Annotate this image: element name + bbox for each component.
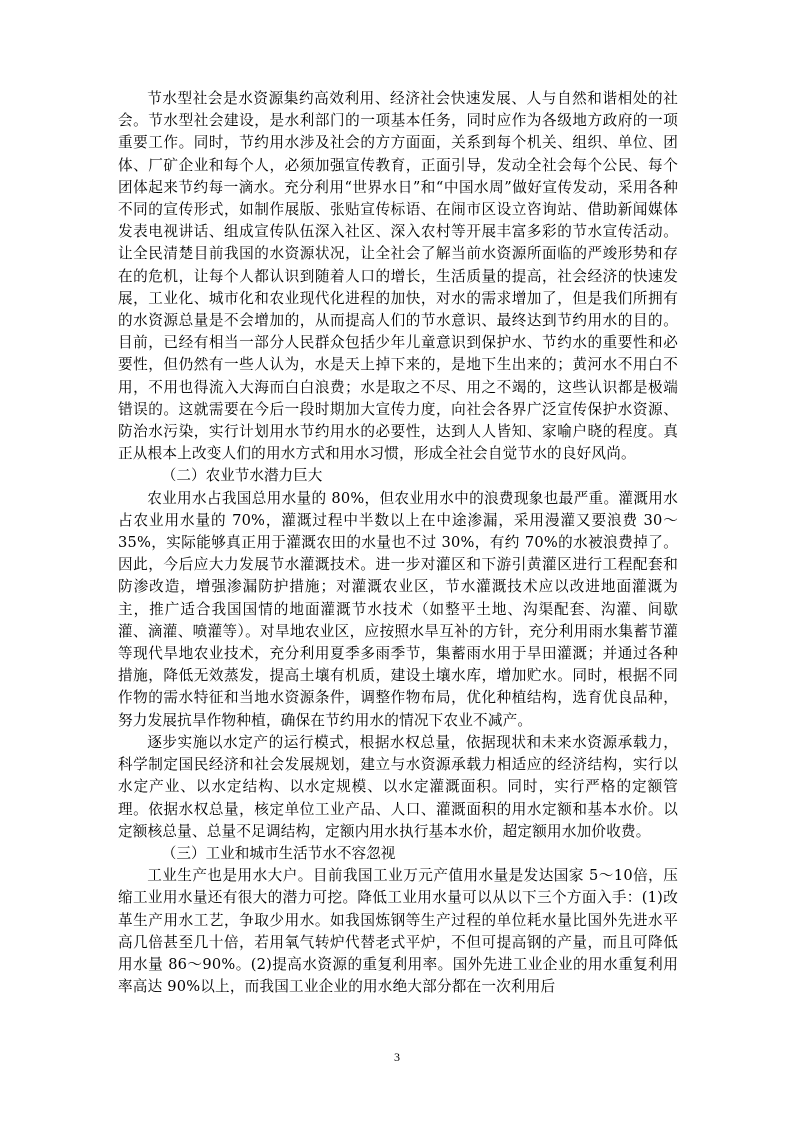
paragraph-water-quota-management: 逐步实施以水定产的运行模式，根据水权总量，依据现状和未来水资源承载力，科学制定国民经济和社会发展规划，建立与水资源承载力相适应的经济结构，实行以水定产业、以水定结构、以水定规模、以水定灌溉面积。同时，实行严格的定额管理。依据水权总量，核定单位工业产品、人口、灌溉面积的用水定额和基本水价。以定额核总量、总量不足调结构，定额内用水执行基本水价，超定额用水加价收费。 [118, 733, 678, 840]
section-heading-industry-urban: （三）工业和城市生活节水不容忽视 [161, 844, 396, 862]
paragraph-agriculture-water-use: 农业用水占我国总用水量的 80%，但农业用水中的浪费现象也最严重。灌溉用水占农业用水量的 70%，灌溉过程中半数以上在中途渗漏，采用漫灌又要浪费 30～35%，实际能够真正用于灌溉农田的水量也不过 30%，有约 70%的水被浪费掉了。因此，今后应大力发展节水灌溉技术。进一步对灌区和下游引黄灌区进行工程配套和防渗改造，增强渗漏防护措施；对灌溉农业区，节水灌溉技术应以改进地面灌溉为主，推广适合我国国情的地面灌溉节水技术（如整平土地、沟渠配套、沟灌、间歇灌、滴灌、喷灌等）。对旱地农业区，应按照水旱互补的方针，充分利用雨水集蓄节灌等现代旱地农业技术，充分利用夏季多雨季节，集蓄雨水用于旱田灌溉；并通过各种措施，降低无效蒸发，提高土壤有机质，建设土壤水库，增加贮水。同时，根据不同作物的需水特征和当地水资源条件，调整作物布局，优化种植结构，选育优良品种，努力发展抗旱作物种植，确保在节约用水的情况下农业不减产。 [118, 489, 678, 729]
section-heading-agriculture: （二）农业节水潜力巨大 [161, 467, 323, 485]
paragraph-industrial-water-use: 工业生产也是用水大户。目前我国工业万元产值用水量是发达国家 5～10倍，压缩工业用水量还有很大的潜力可挖。降低工业用水量可以从以下三个方面入手：(1)改革生产用水工艺，争取少用水。如我国炼钢等生产过程的单位耗水量比国外先进水平高几倍甚至几十倍，若用氧气转炉代替老式平炉，不但可提高钢的产量，而且可降低用水量 86～90%。(2)提高水资源的重复利用率。国外先进工业企业的用水重复利用率高达 90%以上，而我国工业企业的用水绝大部分都在一次利用后 [118, 867, 678, 996]
document-body [118, 88, 678, 998]
page-number: 3 [394, 1050, 400, 1064]
paragraph-water-saving-society: 节水型社会是水资源集约高效利用、经济社会快速发展、人与自然和谐相处的社会。节水型社会建设，是水利部门的一项基本任务，同时应作为各级地方政府的一项重要工作。同时，节约用水涉及社会的方方面面，关系到每个机关、组织、单位、团体、厂矿企业和每个人，必须加强宣传教育，正面引导，发动全社会每个公民、每个团体起来节约每一滴水。充分利用“世界水日”和“中国水周”做好宣传发动，采用各种不同的宣传形式，如制作展版、张贴宣传标语、在闹市区设立咨询站、借助新闻媒体发表电视讲话、组成宣传队伍深入社区、深入农村等开展丰富多彩的节水宣传活动。让全民清楚目前我国的水资源状况，让全社会了解当前水资源所面临的严竣形势和存在的危机，让每个人都认识到随着人口的增长，生活质量的提高，社会经济的快速发展，工业化、城市化和农业现代化进程的加快，对水的需求增加了，但是我们所拥有的水资源总量是不会增加的，从而提高人们的节水意识、最终达到节约用水的目的。目前，已经有相当一部分人民群众包括少年儿童意识到保护水、节约水的重要性和必要性，但仍然有一些人认为，水是天上掉下来的，是地下生出来的；黄河水不用白不用，不用也得流入大海而白白浪费；水是取之不尽、用之不竭的，这些认识都是极端错误的。这就需要在今后一段时期加大宣传力度，向社会各界广泛宣传保护水资源、防治水污染，实行计划用水节约用水的必要性，达到人人皆知、家喻户晓的程度。真正从根本上改变人们的用水方式和用水习惯，形成全社会自觉节水的良好风尚。 [118, 90, 678, 463]
